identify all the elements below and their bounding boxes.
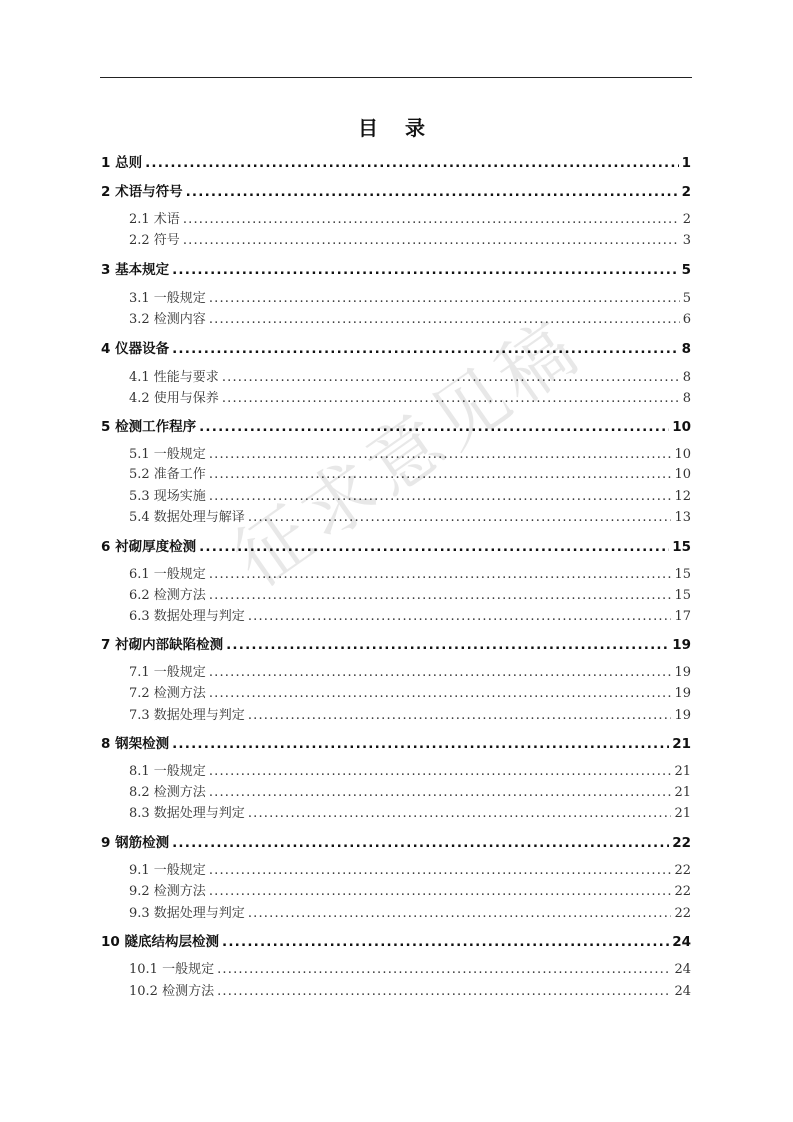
toc-section-entry[interactable] <box>129 366 691 385</box>
toc-chapter-entry[interactable] <box>101 258 691 278</box>
toc-entry-label: 8.2 检测方法 <box>129 785 206 800</box>
toc-dot-leader <box>226 637 669 653</box>
toc-page-number: 24 <box>674 962 691 977</box>
toc-section-entry[interactable] <box>129 880 691 899</box>
toc-page-number: 19 <box>674 686 691 701</box>
toc-entry-label: 10.2 检测方法 <box>129 984 215 999</box>
toc-page-number: 10 <box>674 447 691 462</box>
toc-section-entry[interactable] <box>129 584 691 603</box>
toc-entry-label: 9 钢筋检测 <box>101 835 170 851</box>
toc-dot-leader <box>248 906 672 921</box>
toc-entry-label: 8.3 数据处理与判定 <box>129 806 245 821</box>
toc-page-number: 5 <box>681 262 691 278</box>
toc-chapter-entry[interactable] <box>101 930 691 950</box>
toc-dot-leader <box>222 370 680 385</box>
toc-page-number: 21 <box>674 806 691 821</box>
toc-dot-leader <box>209 884 672 899</box>
toc-entry-label: 4 仪器设备 <box>101 341 170 357</box>
toc-dot-leader <box>183 212 680 227</box>
toc-entry-label: 6 衬砌厚度检测 <box>101 539 197 555</box>
toc-dot-leader <box>248 708 672 723</box>
toc-page-number: 15 <box>674 588 691 603</box>
toc-entry-label: 5.4 数据处理与解译 <box>129 510 245 525</box>
toc-dot-leader <box>209 447 672 462</box>
toc-chapter-entry[interactable] <box>101 633 691 653</box>
toc-section-entry[interactable] <box>129 563 691 582</box>
toc-entry-label: 8.1 一般规定 <box>129 764 206 779</box>
toc-entry-label: 9.3 数据处理与判定 <box>129 906 245 921</box>
toc-page-number: 10 <box>672 419 691 435</box>
toc-dot-leader <box>209 785 672 800</box>
toc-entry-label: 10.1 一般规定 <box>129 962 215 977</box>
toc-dot-leader <box>199 419 669 435</box>
toc-section-entry[interactable] <box>129 208 691 227</box>
toc-dot-leader <box>209 686 672 701</box>
toc-section-entry[interactable] <box>129 781 691 800</box>
toc-dot-leader <box>199 539 669 555</box>
toc-section-entry[interactable] <box>129 902 691 921</box>
toc-entry-label: 4.2 使用与保养 <box>129 391 219 406</box>
toc-chapter-entry[interactable] <box>101 535 691 555</box>
toc-page-number: 22 <box>674 884 691 899</box>
toc-page-number: 8 <box>681 341 691 357</box>
toc-page-number: 24 <box>674 984 691 999</box>
page-title: 目 录 <box>358 116 435 140</box>
toc-entry-label: 3.2 检测内容 <box>129 312 206 327</box>
toc-section-entry[interactable] <box>129 443 691 462</box>
toc-chapter-entry[interactable] <box>101 151 691 171</box>
toc-entry-label: 2.1 术语 <box>129 212 180 227</box>
toc-section-entry[interactable] <box>129 287 691 306</box>
toc-dot-leader <box>172 341 679 357</box>
toc-entry-label: 5.2 准备工作 <box>129 467 206 482</box>
toc-entry-label: 5 检测工作程序 <box>101 419 197 435</box>
toc-section-entry[interactable] <box>129 605 691 624</box>
toc-page-number: 19 <box>674 708 691 723</box>
toc-page-number: 8 <box>682 370 691 385</box>
watermark: 征求意见稿 <box>219 303 597 604</box>
toc-dot-leader <box>222 934 669 950</box>
toc-page-number: 22 <box>674 863 691 878</box>
toc-dot-leader <box>145 155 679 171</box>
toc-dot-leader <box>183 233 680 248</box>
toc-page-number: 22 <box>672 835 691 851</box>
toc-page-number: 15 <box>674 567 691 582</box>
toc-entry-label: 5.1 一般规定 <box>129 447 206 462</box>
toc-section-entry[interactable] <box>129 980 691 999</box>
toc-section-entry[interactable] <box>129 958 691 977</box>
toc-page-number: 2 <box>681 184 691 200</box>
toc-entry-label: 7 衬砌内部缺陷检测 <box>101 637 224 653</box>
toc-chapter-entry[interactable] <box>101 732 691 752</box>
toc-page-number: 21 <box>672 736 691 752</box>
toc-entry-label: 6.3 数据处理与判定 <box>129 609 245 624</box>
toc-dot-leader <box>209 467 672 482</box>
toc-dot-leader <box>217 984 671 999</box>
toc-dot-leader <box>172 262 679 278</box>
toc-section-entry[interactable] <box>129 661 691 680</box>
toc-page-number: 19 <box>674 665 691 680</box>
toc-page-number: 21 <box>674 764 691 779</box>
toc-chapter-entry[interactable] <box>101 337 691 357</box>
toc-dot-leader <box>209 312 680 327</box>
toc-entry-label: 1 总则 <box>101 155 143 171</box>
toc-chapter-entry[interactable] <box>101 415 691 435</box>
toc-entry-label: 2 术语与符号 <box>101 184 183 200</box>
toc-entry-label: 7.2 检测方法 <box>129 686 206 701</box>
toc-entry-label: 6.1 一般规定 <box>129 567 206 582</box>
toc-dot-leader <box>209 291 680 306</box>
toc-dot-leader <box>209 665 672 680</box>
toc-page-number: 6 <box>682 312 691 327</box>
toc-dot-leader <box>222 391 680 406</box>
toc-section-entry[interactable] <box>129 463 691 482</box>
toc-entry-label: 7.1 一般规定 <box>129 665 206 680</box>
toc-entry-label: 2.2 符号 <box>129 233 180 248</box>
toc-page-number: 17 <box>674 609 691 624</box>
toc-section-entry[interactable] <box>129 760 691 779</box>
toc-dot-leader <box>209 489 672 504</box>
toc-page-number: 19 <box>672 637 691 653</box>
toc-page-number: 12 <box>674 489 691 504</box>
toc-chapter-entry[interactable] <box>101 831 691 851</box>
toc-page-number: 8 <box>682 391 691 406</box>
toc-section-entry[interactable] <box>129 506 691 525</box>
toc-dot-leader <box>248 609 672 624</box>
toc-entry-label: 9.2 检测方法 <box>129 884 206 899</box>
toc-dot-leader <box>248 806 672 821</box>
toc-entry-label: 9.1 一般规定 <box>129 863 206 878</box>
toc-page-number: 15 <box>672 539 691 555</box>
toc-page-number: 24 <box>672 934 691 950</box>
toc-dot-leader <box>217 962 671 977</box>
toc-section-entry[interactable] <box>129 704 691 723</box>
toc-page-number: 5 <box>682 291 691 306</box>
toc-dot-leader <box>186 184 679 200</box>
toc-entry-label: 8 钢架检测 <box>101 736 170 752</box>
toc-dot-leader <box>248 510 672 525</box>
toc-page-number: 1 <box>681 155 691 171</box>
toc-entry-label: 3 基本规定 <box>101 262 170 278</box>
toc-entry-label: 5.3 现场实施 <box>129 489 206 504</box>
toc-section-entry[interactable] <box>129 682 691 701</box>
toc-chapter-entry[interactable] <box>101 180 691 200</box>
toc-section-entry[interactable] <box>129 308 691 327</box>
toc-section-entry[interactable] <box>129 485 691 504</box>
toc-section-entry[interactable] <box>129 859 691 878</box>
toc-dot-leader <box>209 863 672 878</box>
toc-dot-leader <box>172 736 669 752</box>
toc-entry-label: 6.2 检测方法 <box>129 588 206 603</box>
toc-dot-leader <box>209 588 672 603</box>
toc-page-number: 3 <box>682 233 691 248</box>
toc-entry-label: 4.1 性能与要求 <box>129 370 219 385</box>
toc-entry-label: 7.3 数据处理与判定 <box>129 708 245 723</box>
toc-dot-leader <box>209 764 672 779</box>
toc-dot-leader <box>172 835 669 851</box>
toc-page-number: 2 <box>682 212 691 227</box>
toc-section-entry[interactable] <box>129 229 691 248</box>
toc-section-entry[interactable] <box>129 387 691 406</box>
toc-section-entry[interactable] <box>129 802 691 821</box>
toc-entry-label: 3.1 一般规定 <box>129 291 206 306</box>
toc-page-number: 10 <box>674 467 691 482</box>
toc-page-number: 21 <box>674 785 691 800</box>
toc-page-number: 13 <box>674 510 691 525</box>
toc-entry-label: 10 隧底结构层检测 <box>101 934 219 950</box>
toc-page-number: 22 <box>674 906 691 921</box>
toc-dot-leader <box>209 567 672 582</box>
